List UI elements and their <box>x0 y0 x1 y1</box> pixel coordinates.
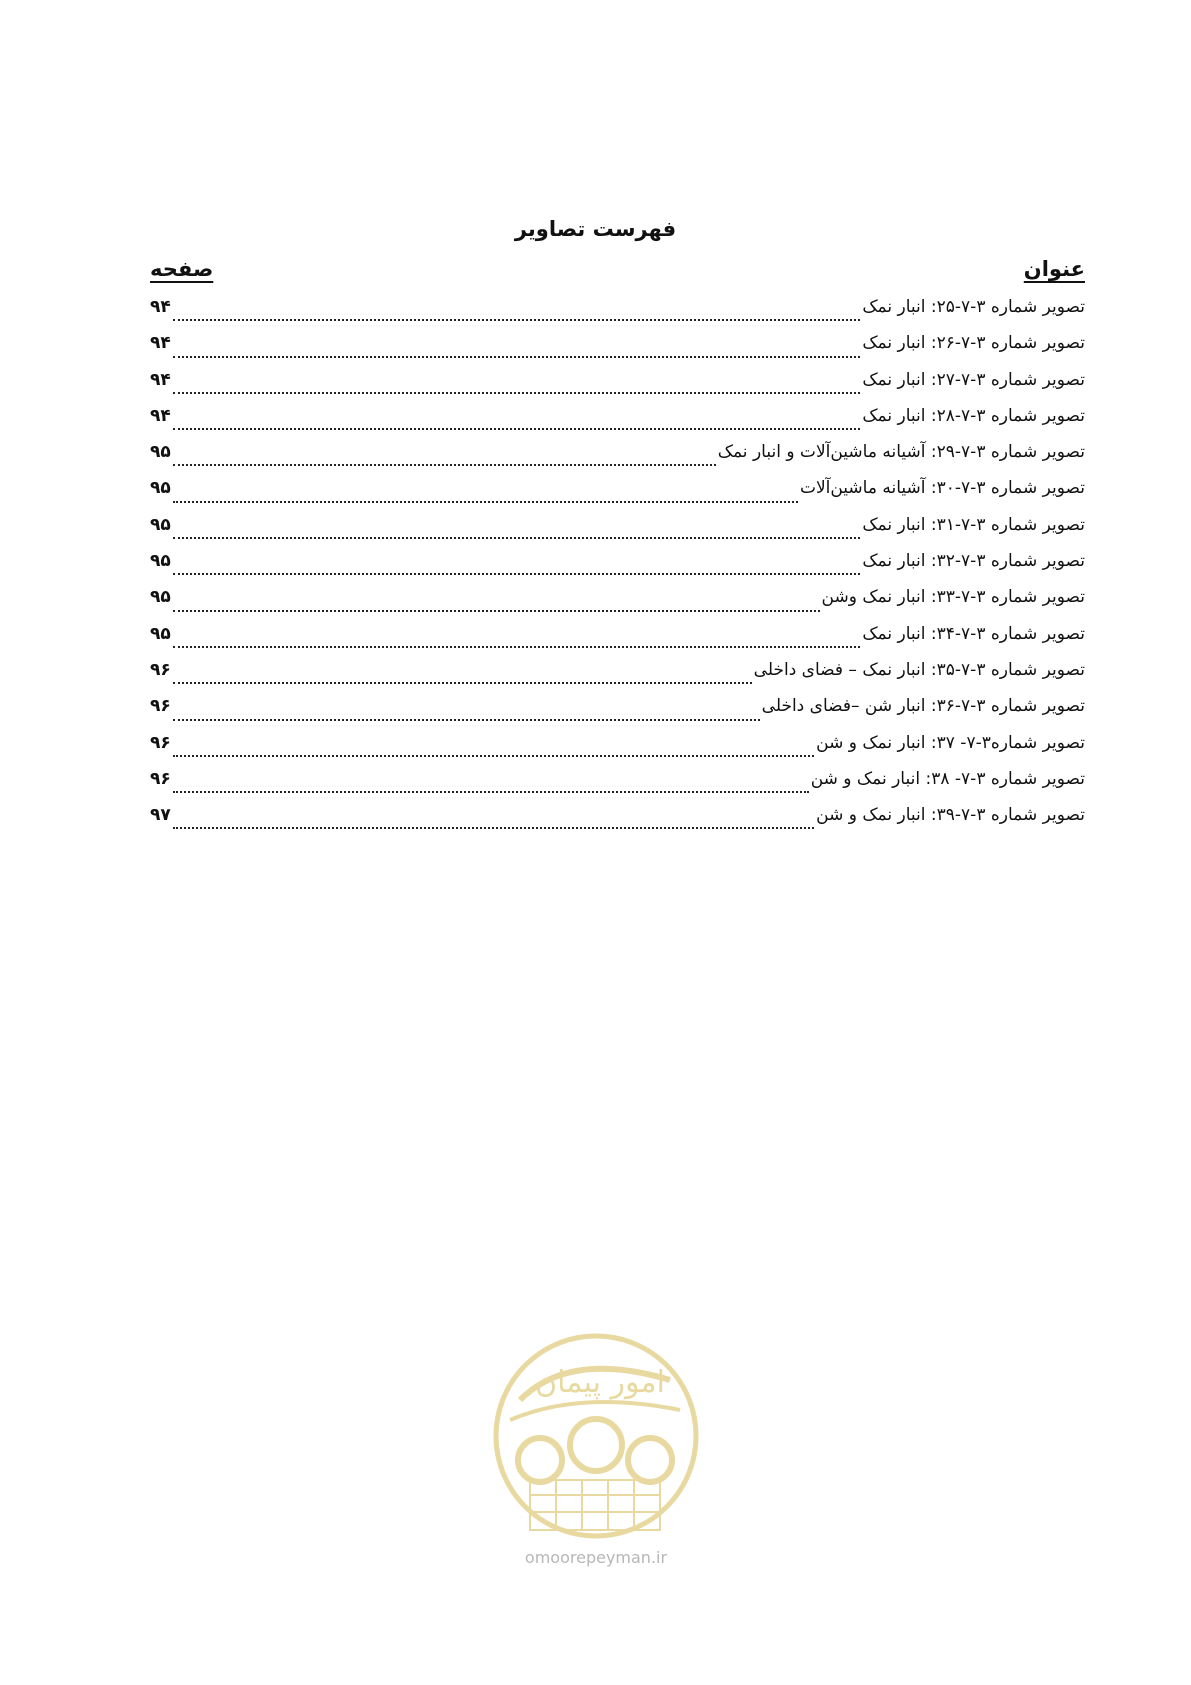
entry-page-number: ۹۵ <box>150 442 171 463</box>
entry-page-number: ۹۴ <box>150 369 171 390</box>
entry-title: تصویر شماره ۳-۷- ۳۸: انبار نمک و شن <box>810 768 1085 789</box>
toc-entry[interactable] <box>150 769 1085 805</box>
toc-entry[interactable] <box>150 696 1085 732</box>
entry-page-number: ۹۶ <box>150 696 171 717</box>
dot-leader <box>173 537 861 539</box>
dot-leader <box>173 610 820 612</box>
toc-entry[interactable] <box>150 406 1085 442</box>
dot-leader <box>173 501 798 503</box>
entry-title: تصویر شماره ۳-۷-۳۴: انبار نمک <box>862 623 1085 644</box>
dot-leader <box>173 573 861 575</box>
entry-title: تصویر شماره۳-۷- ۳۷: انبار نمک و شن <box>816 732 1085 753</box>
page-title: فهرست تصاویر <box>514 217 677 241</box>
dot-leader <box>173 356 861 358</box>
dot-leader <box>173 682 752 684</box>
toc-entry[interactable] <box>150 551 1085 587</box>
dot-leader <box>173 428 861 430</box>
entry-title: تصویر شماره ۳-۷-۳۰: آشیانه ماشین‌آلات <box>799 478 1085 499</box>
dot-leader <box>173 319 861 321</box>
entry-page-number: ۹۷ <box>150 805 171 826</box>
entry-title: تصویر شماره ۳-۷-۳۲: انبار نمک <box>862 551 1085 572</box>
entry-page-number: ۹۵ <box>150 551 171 572</box>
toc-entry[interactable] <box>150 660 1085 696</box>
toc-entry[interactable] <box>150 442 1085 478</box>
entry-page-number: ۹۵ <box>150 587 171 608</box>
watermark-logo-text: امور پیمان <box>535 1365 665 1400</box>
dot-leader <box>173 827 814 829</box>
dot-leader <box>173 464 716 466</box>
entry-page-number: ۹۴ <box>150 333 171 354</box>
dot-leader <box>173 719 760 721</box>
column-headers <box>150 257 1085 289</box>
entry-title: تصویر شماره ۳-۷-۲۵: انبار نمک <box>862 297 1085 317</box>
title-column-header: عنوان <box>1023 257 1085 281</box>
entry-page-number: ۹۵ <box>150 514 171 535</box>
dot-leader <box>173 646 861 648</box>
entry-title: تصویر شماره ۳-۷-۲۸: انبار نمک <box>862 405 1085 426</box>
watermark-site-text: omoorepeyman.ir <box>524 1548 668 1567</box>
entry-page-number: ۹۵ <box>150 478 171 499</box>
entry-title: تصویر شماره ۳-۷-۳۶: انبار شن –فضای داخلی <box>761 696 1085 717</box>
toc-entry[interactable] <box>150 333 1085 369</box>
entry-title: تصویر شماره ۳-۷-۲۹: آشیانه ماشین‌آلات و انبار نمک <box>717 442 1085 463</box>
watermark-logo-icon <box>490 1330 702 1542</box>
entry-title: تصویر شماره ۳-۷-۳۹: انبار نمک و شن <box>816 805 1085 826</box>
entry-page-number: ۹۴ <box>150 405 171 426</box>
toc-entry[interactable] <box>150 805 1085 841</box>
dot-leader <box>173 392 861 394</box>
entry-page-number: ۹۴ <box>150 297 171 317</box>
toc-entry[interactable] <box>150 587 1085 623</box>
toc-entry[interactable] <box>150 297 1085 333</box>
entry-page-number: ۹۶ <box>150 768 171 789</box>
entry-title: تصویر شماره ۳-۷-۲۶: انبار نمک <box>862 333 1085 354</box>
entry-title: تصویر شماره ۳-۷-۳۵: انبار نمک – فضای داخلی <box>753 659 1085 680</box>
toc-entry[interactable] <box>150 733 1085 769</box>
entry-title: تصویر شماره ۳-۷-۳۳: انبار نمک وشن <box>821 587 1085 608</box>
entry-page-number: ۹۶ <box>150 659 171 680</box>
toc-entry[interactable] <box>150 515 1085 551</box>
figure-list <box>150 297 1085 841</box>
page-column-header: صفحه <box>150 257 214 281</box>
entry-title: تصویر شماره ۳-۷-۲۷: انبار نمک <box>862 369 1085 390</box>
dot-leader <box>173 791 809 793</box>
toc-entry[interactable] <box>150 370 1085 406</box>
entry-title: تصویر شماره ۳-۷-۳۱: انبار نمک <box>862 514 1085 535</box>
dot-leader <box>173 755 814 757</box>
toc-entry[interactable] <box>150 478 1085 514</box>
toc-entry[interactable] <box>150 624 1085 660</box>
entry-page-number: ۹۶ <box>150 732 171 753</box>
entry-page-number: ۹۵ <box>150 623 171 644</box>
